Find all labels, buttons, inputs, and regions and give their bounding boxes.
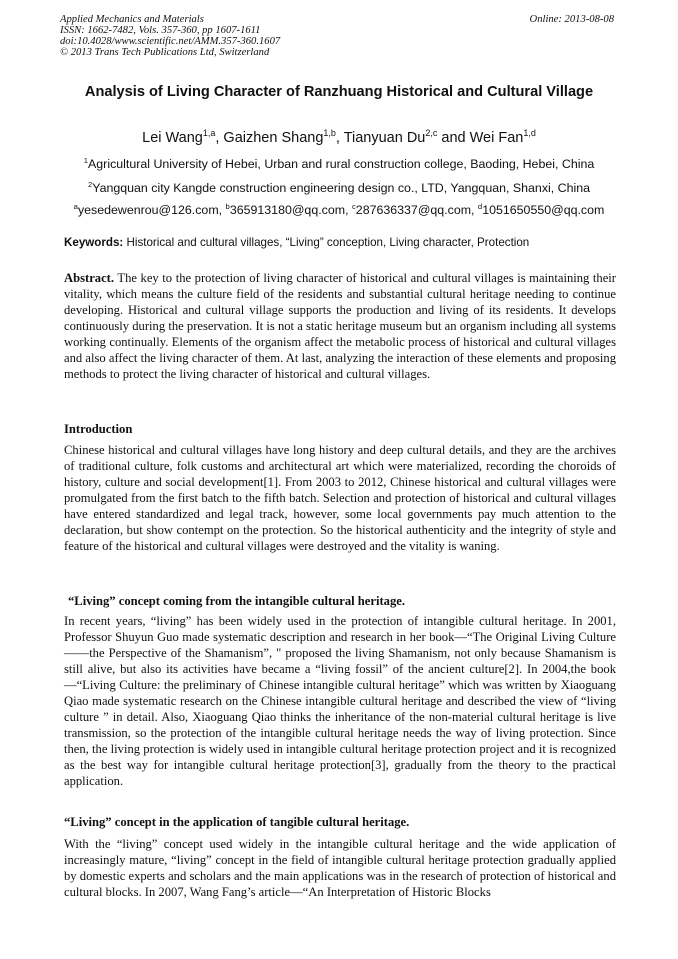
affiliation-1 xyxy=(0,157,678,171)
email-mark: a xyxy=(73,201,78,211)
author-line xyxy=(0,130,678,146)
section-heading-living-tangible: “Living” concept in the application of tangible cultural heritage. xyxy=(64,815,410,829)
affiliation-mark: 1 xyxy=(83,155,89,165)
section-body-introduction xyxy=(64,442,616,554)
email-address[interactable]: 365913180@qq.com xyxy=(229,203,346,217)
author-separator: , xyxy=(335,130,344,146)
author-affiliation-mark: 1,d xyxy=(523,128,536,139)
keywords-label: Keywords: xyxy=(64,236,124,249)
email-address[interactable]: yesedewenrou@126.com xyxy=(77,203,219,217)
author-separator: , xyxy=(215,130,224,146)
email-mark: d xyxy=(477,201,483,211)
journal-header xyxy=(60,14,614,58)
author-and: and xyxy=(437,130,470,146)
doi-line[interactable]: doi:10.4028/www.scientific.net/AMM.357-360.1607 xyxy=(60,36,281,47)
email-address[interactable]: 1051650550@qq.com xyxy=(482,203,605,217)
email-mark: c xyxy=(351,201,356,211)
section-heading-living-intangible: “Living” concept coming from the intangible cultural heritage. xyxy=(68,594,405,608)
paragraph: With the “living” concept used widely in the intangible cultural heritage and the wide application of increasingly mature, “living” concept in the field of intangible cultural heritage protection gradually applied by domestic experts and scholars and the main applications was in the research of protection of historical and cultural blocks. In 2007, Wang Fang’s article—“An Interpretation of Historic Blocks xyxy=(64,837,616,899)
author-name: Tianyuan Du xyxy=(343,130,426,146)
affiliation-mark: 2 xyxy=(87,179,93,189)
affiliation-text: Agricultural University of Hebei, Urban and rural construction college, Baoding, Hebei, China xyxy=(88,157,595,171)
section-body-living-tangible xyxy=(64,836,616,900)
abstract xyxy=(64,270,616,382)
section-heading-introduction: Introduction xyxy=(64,422,133,436)
author-name: Wei Fan xyxy=(469,130,524,146)
affiliation-text: Yangquan city Kangde construction engineering design co., LTD, Yangquan, Shanxi, China xyxy=(92,181,591,195)
email-address[interactable]: 287636337@qq.com xyxy=(355,203,472,217)
copyright-line: © 2013 Trans Tech Publications Ltd, Switzerland xyxy=(60,47,270,58)
author-affiliation-mark: 1,b xyxy=(323,128,336,139)
paper-title: Analysis of Living Character of Ranzhuang Historical and Cultural Village xyxy=(84,84,594,100)
issn-line: ISSN: 1662-7482, Vols. 357-360, pp 1607-1611 xyxy=(60,25,261,36)
author-name: Lei Wang xyxy=(142,130,203,146)
abstract-label: Abstract. xyxy=(64,271,115,285)
journal-name: Applied Mechanics and Materials xyxy=(60,14,204,25)
email-line: $^a$yesedewenrou@126.com, $^b$365913180@qq.com, $^c$287636337@qq.com, $^d$1051650550@qq.com xyxy=(73,201,605,217)
abstract-text: The key to the protection of living character of historical and cultural villages is maintaining their vitality, which means the culture field of the residents and substantial cultural heritage needing to continue developing. Historical and cultural village supports the production and living of its residents. It develops continuously during the preservation. It is not a static heritage museum but an organism including all systems working continually. Elements of the organism affect the metabolic process of historical and cultural villages and also affect the living character of them. At last, analyzing the interaction of these elements and proposing methods to protect the living character of historical and cultural villages. xyxy=(64,271,616,381)
keywords xyxy=(64,236,614,250)
online-date: Online: 2013-08-08 xyxy=(529,14,614,25)
author-affiliation-mark: 2,c xyxy=(425,128,438,139)
paragraph: Chinese historical and cultural villages have long history and deep cultural details, and they are the archives of traditional culture, folk customs and architectural art which were materialized, recording the choroids of history, culture and social development[1]. From 2003 to 2012, Chinese historical and cultural villages were promulgated from the first batch to the fifth batch. Selection and protection of historical and cultural villages have entered standardized and legal track, however, some local governments pay much attention to the declaration, but show contempt on the protection. So the historical authenticity and the integrity of style and feature of the historical and cultural villages were destroyed and the vitality is waning. xyxy=(64,443,616,553)
section-body-living-intangible xyxy=(64,613,616,789)
author-name: Gaizhen Shang xyxy=(223,130,324,146)
affiliation-2 xyxy=(0,181,678,195)
email-mark: b xyxy=(225,201,230,211)
paragraph: In recent years, “living” has been widely used in the protection of intangible cultural heritage. In 2001, Professor Shuyun Guo made systematic description and research in her book—“The Original Living Culture——the Perspective of the Shamanism”, " proposed the living Shamanism, not only because Shamanism is still alive, but also its activities have became a “living fossil” of the ancient culture[2]. In 2004,the book—“Living Culture: the preliminary of Chinese intangible cultural heritage” which was written by Xiaoguang Qiao made systematic research on the Chinese intangible cultural heritage and described the view of “living culture ” in detail. Also, Xiaoguang Qiao thinks the inheritance of the non-material cultural heritage is live transmission, so the protection of the intangible cultural heritage needs the way of living protection. Since then, the living protection is widely used in intangible cultural heritage protection project and it is recognized as the best way for intangible cultural heritage protection[3], gradually from the theory to the practical application. xyxy=(64,614,616,788)
author-affiliation-mark: 1,a xyxy=(202,128,216,139)
keywords-text: Historical and cultural villages, “Living” conception, Living character, Protection xyxy=(123,236,530,249)
